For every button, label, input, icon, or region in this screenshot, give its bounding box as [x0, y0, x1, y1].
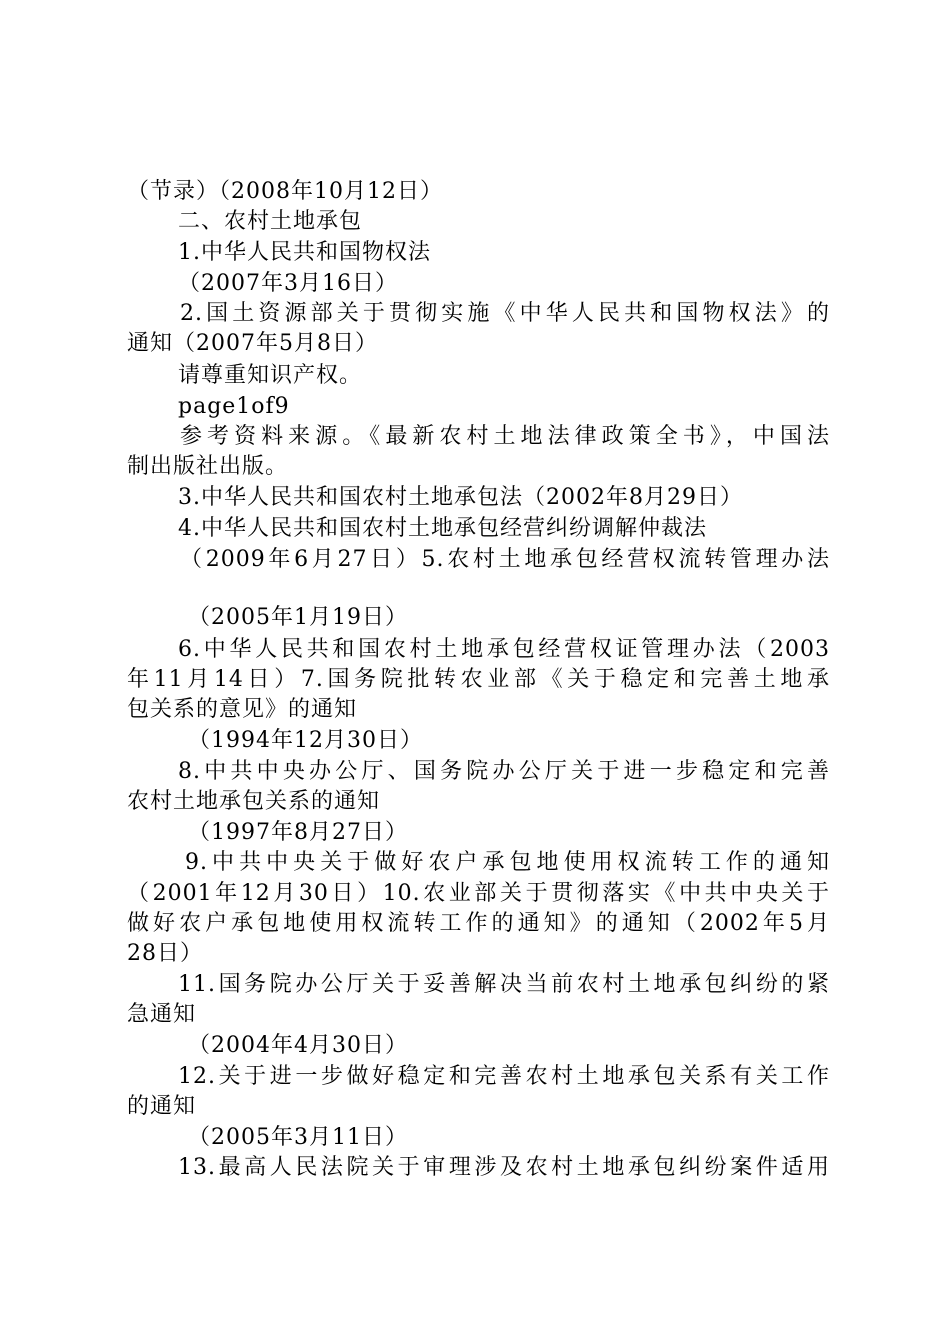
text-line: 制出版社出版。	[127, 454, 289, 479]
text-line: 13.最高人民法院关于审理涉及农村土地承包纠纷案件适用	[178, 1155, 830, 1180]
text-line: 28日）	[127, 941, 203, 966]
text-line: （2001年12月30日）10.农业部关于贯彻落实《中共中央关于	[127, 881, 830, 906]
text-line: 11.国务院办公厅关于妥善解决当前农村土地承包纠纷的紧	[178, 972, 830, 997]
text-line: 急通知	[127, 1002, 197, 1027]
text-line: （2009年6月27日）5.农村土地承包经营权流转管理办法	[180, 547, 830, 572]
text-line: 6.中华人民共和国农村土地承包经营权证管理办法（2003	[178, 637, 830, 662]
text-line: （2007年3月16日）	[178, 271, 398, 296]
text-line: 通知（2007年5月8日）	[127, 331, 378, 356]
text-line: 1.中华人民共和国物权法	[178, 240, 431, 265]
text-line: 请尊重知识产权。	[178, 363, 363, 388]
text-line: 9.中共中央关于做好农户承包地使用权流转工作的通知	[185, 850, 830, 875]
text-line: 做好农户承包地使用权流转工作的通知》的通知（2002年5月	[127, 911, 830, 936]
text-line: 12.关于进一步做好稳定和完善农村土地承包关系有关工作	[178, 1064, 830, 1089]
text-line: （1997年8月27日）	[188, 820, 408, 845]
text-line: 包关系的意见》的通知	[127, 697, 358, 722]
text-line: 的通知	[127, 1094, 197, 1119]
page-number: page1of9	[178, 394, 290, 419]
text-line: 4.中华人民共和国农村土地承包经营纠纷调解仲裁法	[178, 516, 707, 541]
text-line: 2.国土资源部关于贯彻实施《中华人民共和国物权法》的	[180, 301, 830, 326]
text-line: （2005年1月19日）	[188, 605, 408, 630]
text-line: （节录）（2008年10月12日）	[127, 179, 443, 204]
section-heading: 二、农村土地承包	[178, 209, 363, 234]
text-line: 8.中共中央办公厅、国务院办公厅关于进一步稳定和完善	[178, 759, 830, 784]
text-line: （2004年4月30日）	[188, 1033, 408, 1058]
text-line: （2005年3月11日）	[188, 1125, 408, 1150]
text-line: （1994年12月30日）	[188, 728, 423, 753]
text-line: 年11月14日）7.国务院批转农业部《关于稳定和完善土地承	[127, 667, 830, 692]
text-line: 3.中华人民共和国农村土地承包法（2002年8月29日）	[178, 485, 743, 510]
text-line: 参考资料来源。《最新农村土地法律政策全书》，中国法	[180, 424, 830, 449]
text-line: 农村土地承包关系的通知	[127, 789, 381, 814]
